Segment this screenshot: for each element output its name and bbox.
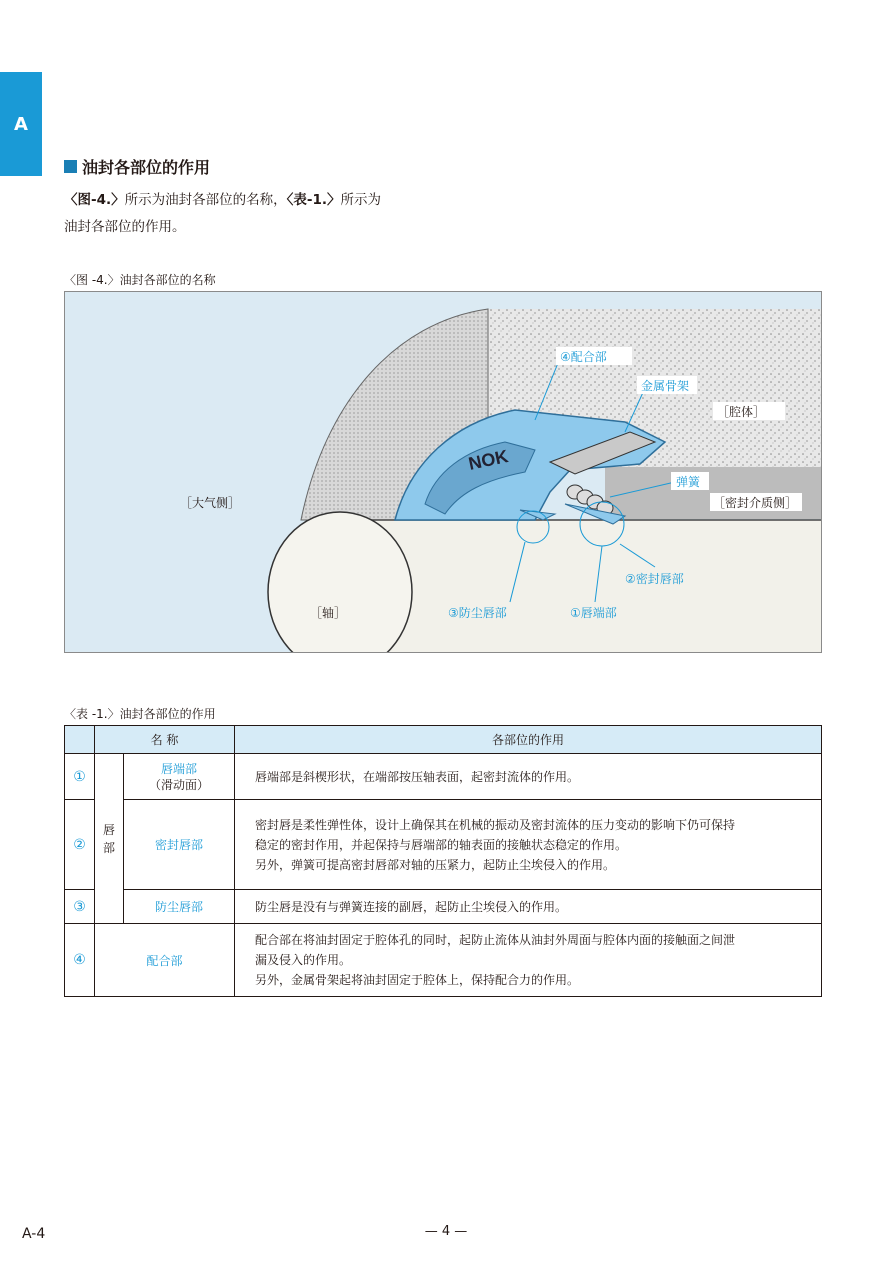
label-sealed-side: ［密封介质侧］: [713, 496, 798, 510]
page-code: A-4: [22, 1226, 46, 1242]
row-desc: [235, 800, 822, 890]
header-blank: [65, 726, 95, 754]
label-metal-case: 金属骨架: [641, 379, 690, 393]
row-name-sub: （滑动面）: [149, 777, 210, 792]
row-name: [124, 754, 235, 800]
label-dust-lip: ③防尘唇部: [448, 606, 507, 620]
section-heading: [64, 155, 210, 178]
row-desc-line: 另外，金属骨架起将油封固定于腔体上，保持配合力的作用。: [255, 973, 580, 987]
header-name: 名 称: [95, 726, 235, 754]
label-lip-tip: ①唇端部: [570, 606, 617, 620]
row-desc-line: 配合部在将油封固定于腔体孔的同时，起防止流体从油封外周面与腔体内面的接触面之间泄: [255, 933, 736, 947]
row-name: 配合部: [95, 924, 235, 997]
row-number: ④: [65, 924, 95, 997]
row-desc-line: 稳定的密封作用，并起保持与唇端部的轴表面的接触状态稳定的作用。: [255, 837, 628, 852]
figure-ref: 〈图-4.〉: [64, 192, 125, 208]
intro-text-2: 所示为: [340, 192, 381, 208]
row-desc-line: 另外，弹簧可提高密封唇部对轴的压紧力，起防止尘埃侵入的作用。: [255, 857, 616, 872]
header-function: 各部位的作用: [235, 726, 822, 754]
lip-group-label: 唇部: [102, 822, 115, 855]
row-number: ②: [65, 800, 95, 890]
section-tab-label: A: [14, 113, 28, 135]
row-number: ③: [65, 890, 95, 924]
row-name: 防尘唇部: [124, 890, 235, 924]
brand-mark: NOK: [466, 446, 510, 474]
label-shaft: ［轴］: [310, 606, 347, 620]
page-number: — 4 —: [424, 1224, 468, 1239]
label-fit: ④配合部: [560, 350, 607, 364]
table-row: [65, 800, 822, 890]
intro-text-1: 所示为油封各部位的名称，: [124, 192, 287, 208]
section-heading-text: 油封各部位的作用: [82, 158, 211, 177]
row-desc: [235, 924, 822, 997]
oil-seal-figure: [64, 291, 822, 653]
row-name-text: 唇端部: [161, 761, 198, 776]
intro-paragraph: [64, 187, 444, 241]
label-housing: ［腔体］: [717, 405, 766, 419]
oil-seal-diagram: [65, 292, 821, 652]
figure-caption: 〈图 -4.〉油封各部位的名称: [64, 273, 216, 287]
row-desc-line: 密封唇是柔性弹性体，设计上确保其在机械的振动及密封流体的压力变动的影响下仍可保持: [255, 817, 736, 832]
row-desc: [235, 754, 822, 800]
table-caption: 〈表 -1.〉油封各部位的作用: [64, 707, 216, 721]
table-row: [65, 890, 822, 924]
label-spring: 弹簧: [676, 475, 701, 489]
label-air-side: ［大气侧］: [180, 496, 241, 510]
lip-group-cell: [95, 754, 124, 924]
label-main-lip: ②密封唇部: [625, 572, 684, 586]
row-desc-line: 防尘唇是没有与弹簧连接的副唇，起防止尘埃侵入的作用。: [255, 899, 568, 914]
row-desc: [235, 890, 822, 924]
function-table: [64, 725, 822, 997]
table-header-row: [65, 726, 822, 754]
row-number: ①: [65, 754, 95, 800]
row-desc-line: 漏及侵入的作用。: [255, 953, 352, 967]
square-bullet-icon: [64, 160, 77, 173]
table-row: [65, 924, 822, 997]
row-name: 密封唇部: [124, 800, 235, 890]
intro-text-3: 油封各部位的作用。: [64, 219, 186, 235]
row-desc-line: 唇端部是斜楔形状，在端部按压轴表面，起密封流体的作用。: [255, 769, 580, 784]
table-row: [65, 754, 822, 800]
section-tab: [0, 72, 42, 176]
table-ref: 〈表-1.〉: [286, 192, 341, 208]
